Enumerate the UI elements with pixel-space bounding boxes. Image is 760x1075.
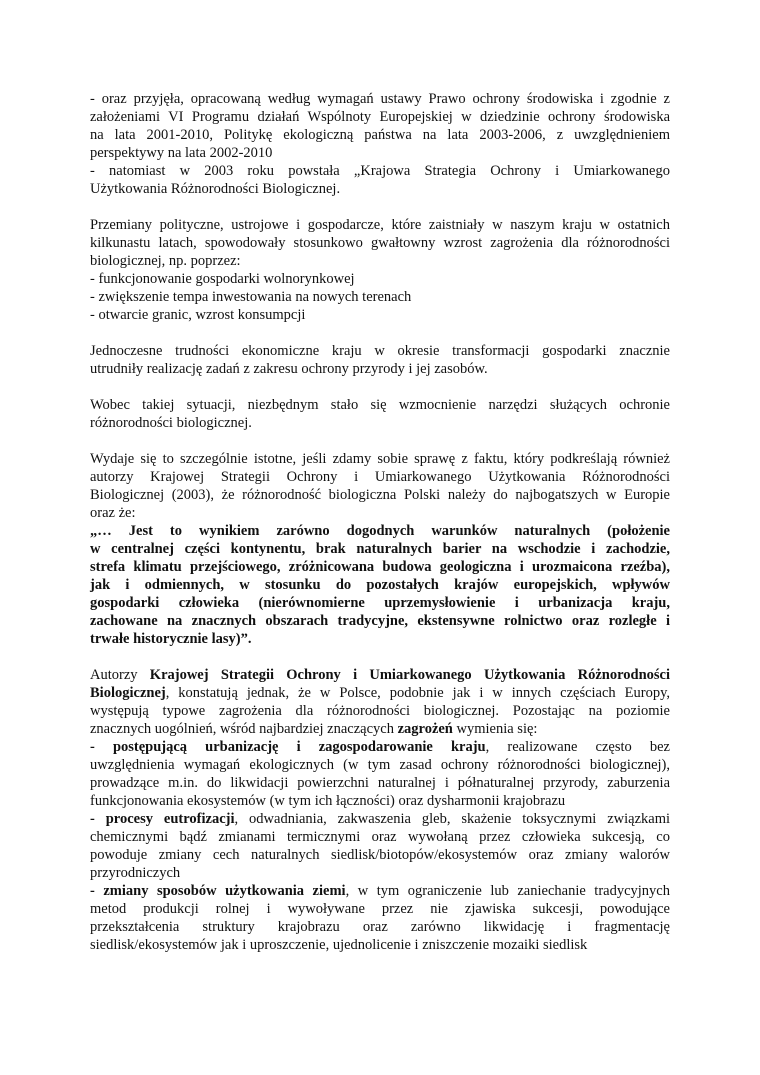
list-item: - zwiększenie tempa inwestowania na nowych terenach <box>90 289 412 305</box>
quote-line: zachowane na znacznych obszarach tradycyjne, ekstensywne rolnictwo oraz rozległe i <box>90 613 670 629</box>
bold-span: - procesy eutrofizacji <box>90 811 235 827</box>
text-line: założeniami VI Programu działań Wspólnoty Europejskiej w dziedzinie ochrony środowiska <box>90 109 670 125</box>
text-line: różnorodności biologicznej. <box>90 415 252 431</box>
paragraph-strategy-adoption <box>90 90 670 198</box>
text-line: prowadzące m.in. do likwidacji powierzchni naturalnej i półnaturalnej przyrody, zaburzenia <box>90 775 670 791</box>
bold-span: Biologicznej <box>90 685 166 701</box>
quote-line: gospodarki człowieka (nierównomierne uprzemysłowienie i urbanizacja kraju, <box>90 595 670 611</box>
text-line: Wobec takiej sytuacji, niezbędnym stało się wzmocnienie narzędzi służących ochronie <box>90 397 670 413</box>
text-span: , odwadniania, zakwaszenia gleb, skażenie toksycznymi związkami <box>234 811 671 827</box>
quote-line: „… Jest to wynikiem zarówno dogodnych warunków naturalnych (położenie <box>90 523 670 539</box>
bold-span: - postępującą urbanizację i zagospodarowanie kraju <box>90 739 486 755</box>
text-line: metod produkcji rolnej i wywoływane przez nie zjawiska sukcesji, powodujące <box>90 901 670 917</box>
list-item: - otwarcie granic, wzrost konsumpcji <box>90 307 306 323</box>
paragraph-political-changes <box>90 216 670 324</box>
text-line: autorzy Krajowej Strategii Ochrony i Umiarkowanego Użytkowania Różnorodności <box>90 469 670 485</box>
text-line: powoduje zmiany cech naturalnych siedlisk/biotopów/ekosystemów oraz zmiany walorów <box>90 847 670 863</box>
text-line: przekształcenia struktury krajobrazu oraz zarówno likwidację i fragmentację <box>90 919 670 935</box>
list-item: - funkcjonowanie gospodarki wolnorynkowej <box>90 271 355 287</box>
bold-span: zagrożeń <box>397 721 453 737</box>
text-line: na lata 2001-2010, Politykę ekologiczną państwa na lata 2003-2006, z uwzględnieniem <box>90 127 670 143</box>
document-page <box>90 90 670 954</box>
text-line: Przemiany polityczne, ustrojowe i gospodarcze, które zaistniały w naszym kraju w ostatnich <box>90 217 670 233</box>
quote-line: trwałe historycznie lasy)”. <box>90 631 252 647</box>
text-line: Jednoczesne trudności ekonomiczne kraju w okresie transformacji gospodarki znacznie <box>90 343 670 359</box>
text-line <box>90 720 670 738</box>
text-line <box>90 666 670 684</box>
text-line: funkcjonowania ekosystemów (w tym ich łączności) oraz dysharmonii krajobrazu <box>90 793 566 809</box>
paragraph-threats <box>90 666 670 954</box>
text-line: biologicznej, np. poprzez: <box>90 253 241 269</box>
bold-span: - zmiany sposobów użytkowania ziemi <box>90 883 346 899</box>
text-line: występują typowe zagrożenia dla różnorodności biologicznej. Pozostając na poziomie <box>90 703 670 719</box>
paragraph-economic-difficulties <box>90 342 670 378</box>
list-item <box>90 882 670 900</box>
text-line: - oraz przyjęła, opracowaną według wymagań ustawy Prawo ochrony środowiska i zgodnie z <box>90 91 670 107</box>
text-line: Użytkowania Różnorodności Biologicznej. <box>90 181 341 197</box>
quote-line: strefa klimatu przejściowego, zróżnicowana budowa geologiczna i urozmaicona rzeźba), <box>90 559 670 575</box>
text-line: utrudniły realizację zadań z zakresu ochrony przyrody i jej zasobów. <box>90 361 488 377</box>
text-line: chemicznymi bądź zmianami termicznymi oraz wywołaną przez człowieka sukcesją, co <box>90 829 670 845</box>
text-line: - natomiast w 2003 roku powstała „Krajowa Strategia Ochrony i Umiarkowanego <box>90 163 670 179</box>
paragraph-biodiversity-richness <box>90 450 670 648</box>
text-line: przyrodniczych <box>90 865 181 881</box>
text-line: uwzględnienia wymagań ekologicznych (w tym zasad ochrony różnorodności biologicznej), <box>90 757 670 773</box>
quote-line: w centralnej części kontynentu, brak naturalnych barier na wschodzie i zachodzie, <box>90 541 670 557</box>
text-span: Autorzy <box>90 667 150 683</box>
bold-span: Krajowej Strategii Ochrony i Umiarkowanego Użytkowania Różnorodności <box>149 667 670 683</box>
text-line: kilkunastu latach, spowodowały stosunkowo gwałtowny wzrost zagrożenia dla różnorodności <box>90 235 670 251</box>
text-span: znacznych uogólnień, wśród najbardziej znaczących <box>90 721 398 737</box>
text-line <box>90 684 670 702</box>
quote-line: jak i odmiennych, w stosunku do pozostałych krajów europejskich, wpływów <box>90 577 670 593</box>
text-line: Biologicznej (2003), że różnorodność biologiczna Polski należy do najbogatszych w Europie <box>90 487 670 503</box>
paragraph-tools-strengthening <box>90 396 670 432</box>
text-span: , konstatują jednak, że w Polsce, podobnie jak i w innych częściach Europy, <box>165 685 670 701</box>
text-line: perspektywy na lata 2002-2010 <box>90 145 273 161</box>
text-line: oraz że: <box>90 505 136 521</box>
text-span: , w tym ograniczenie lub zaniechanie tradycyjnych <box>345 883 670 899</box>
text-span: wymienia się: <box>452 721 538 737</box>
text-line: siedlisk/ekosystemów jak i uproszczenie, ujednolicenie i zniszczenie mozaiki siedlisk <box>90 937 588 953</box>
text-span: , realizowane często bez <box>485 739 670 755</box>
list-item <box>90 810 670 828</box>
text-line: Wydaje się to szczególnie istotne, jeśli zdamy sobie sprawę z faktu, który podkreślają również <box>90 451 670 467</box>
list-item <box>90 738 670 756</box>
